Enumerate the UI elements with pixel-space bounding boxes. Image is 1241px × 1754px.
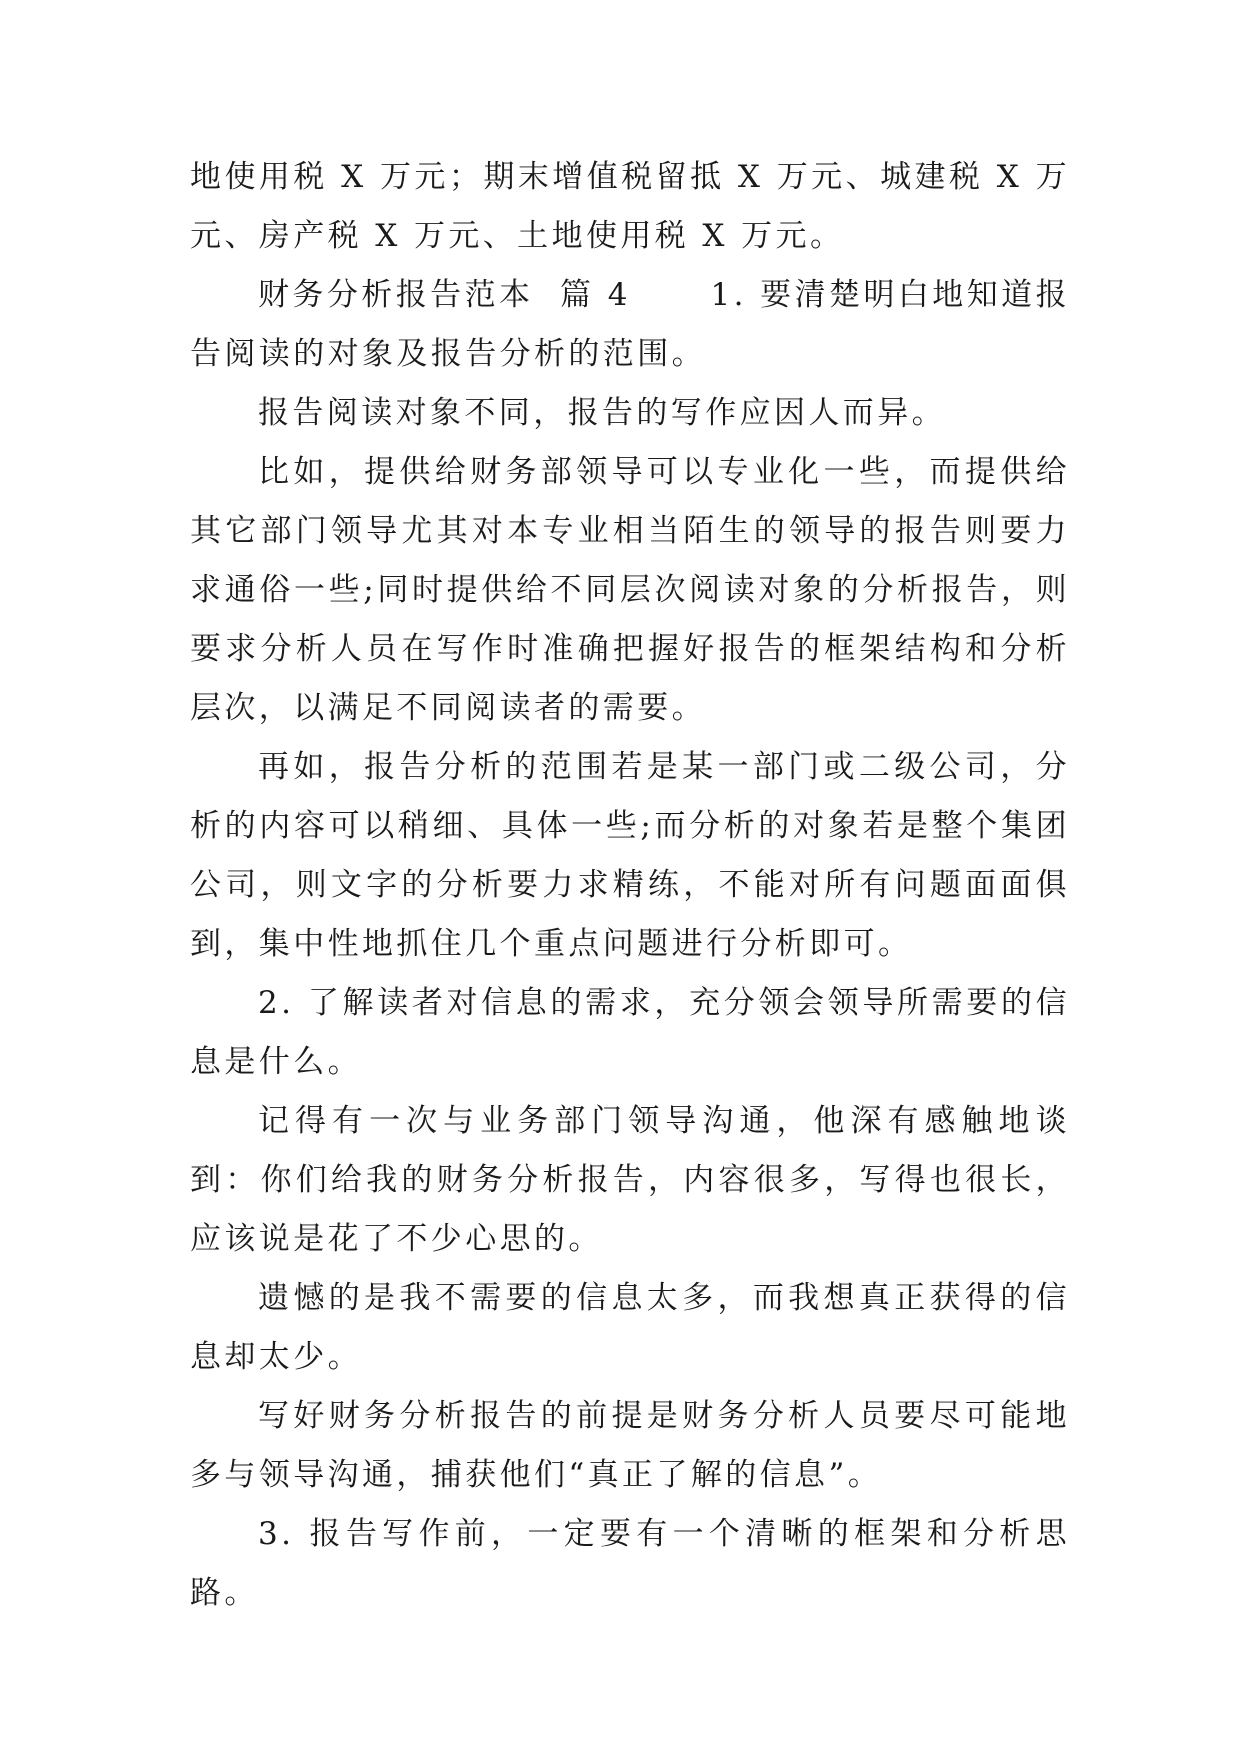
paragraph-anecdote: 记得有一次与业务部门领导沟通，他深有感触地谈到：你们给我的财务分析报告，内容很多，写得也很长，应该说是花了不少心思的。 bbox=[190, 1103, 1070, 1257]
paragraph-tax-summary: 地使用税 X 万元；期末增值税留抵 X 万元、城建税 X 万元、房产税 X 万元、土地使用税 X 万元。 bbox=[190, 159, 1070, 254]
paragraph-point-3: 3. 报告写作前，一定要有一个清晰的框架和分析思路。 bbox=[190, 1516, 1070, 1611]
paragraph-section-4-heading: 财务分析报告范本 篇 4 1. 要清楚明白地知道报告阅读的对象及报告分析的范围。 bbox=[190, 277, 1070, 372]
paragraph-point-2: 2. 了解读者对信息的需求，充分领会领导所需要的信息是什么。 bbox=[190, 985, 1070, 1080]
paragraph-example-leaders: 比如，提供给财务部领导可以专业化一些，而提供给其它部门领导尤其对本专业相当陌生的领导的报告则要力求通俗一些;同时提供给不同层次阅读对象的分析报告，则要求分析人员在写作时准确把握好报告的框架结构和分析层次，以满足不同阅读者的需要。 bbox=[190, 454, 1070, 726]
paragraph-audience: 报告阅读对象不同，报告的写作应因人而异。 bbox=[258, 395, 946, 431]
paragraph-example-scope: 再如，报告分析的范围若是某一部门或二级公司，分析的内容可以稍细、具体一些;而分析的对象若是整个集团公司，则文字的分析要力求精练，不能对所有问题面面俱到，集中性地抓住几个重点问题进行分析即可。 bbox=[190, 749, 1070, 962]
document-body bbox=[190, 148, 1070, 1623]
paragraph-premise: 写好财务分析报告的前提是财务分析人员要尽可能地多与领导沟通，捕获他们“真正了解的信息”。 bbox=[190, 1398, 1070, 1493]
paragraph-regret: 遗憾的是我不需要的信息太多，而我想真正获得的信息却太少。 bbox=[190, 1280, 1070, 1375]
